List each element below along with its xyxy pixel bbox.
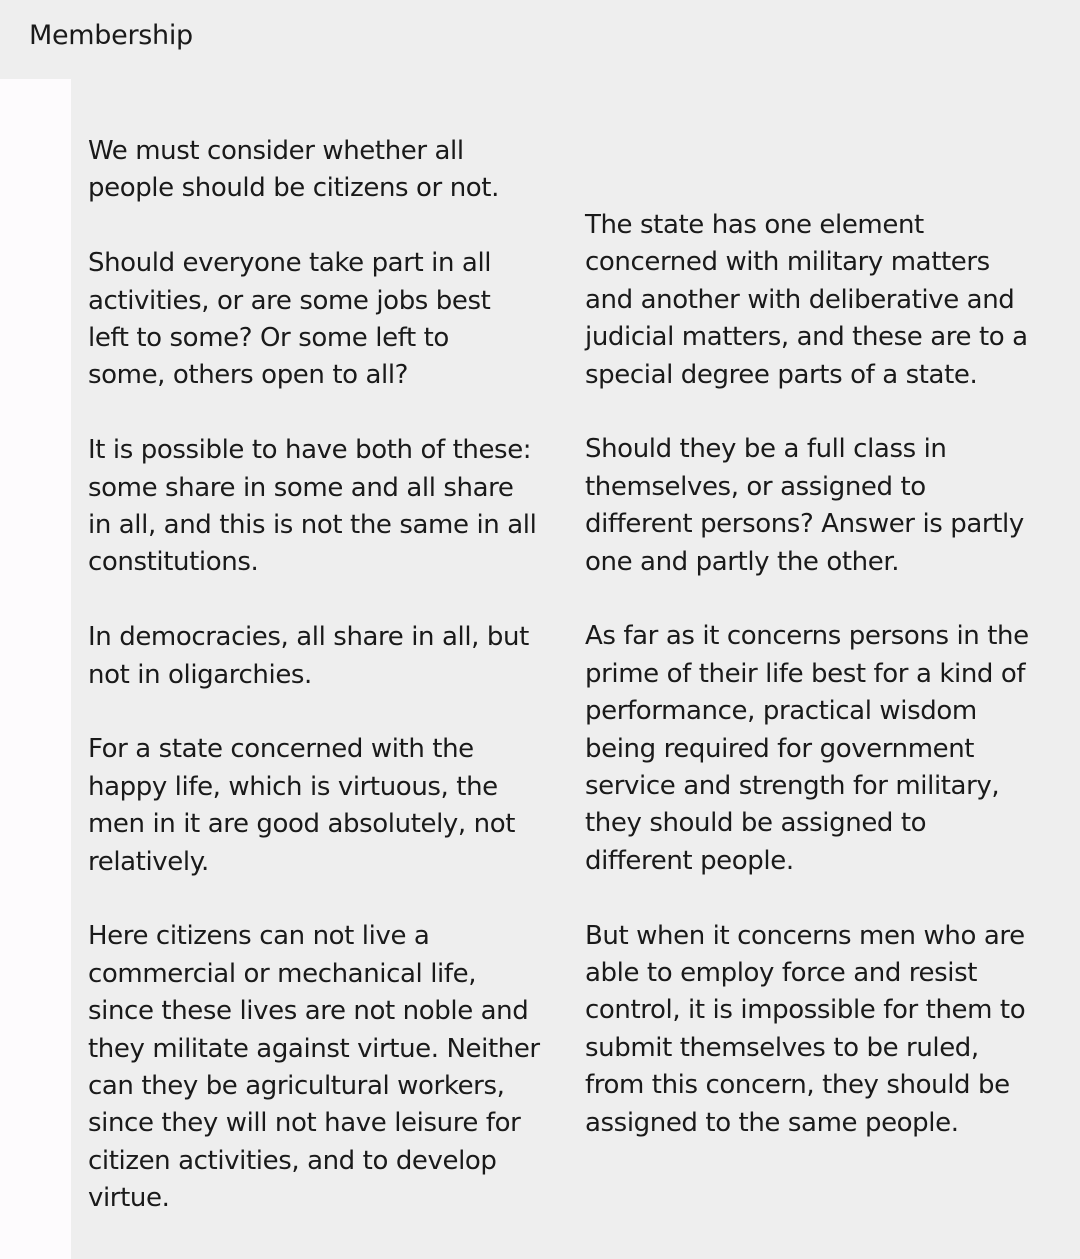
page-title: Membership bbox=[29, 20, 193, 51]
header-bar bbox=[0, 0, 1080, 79]
paragraph: The state has one element concerned with military matters and another with deliberative and judicial matters, and these are to a special degree parts of a state. bbox=[585, 210, 1028, 390]
paragraph: We must consider whether all people should be citizens or not. bbox=[88, 136, 499, 204]
content-panel bbox=[71, 79, 1080, 1259]
paragraph: In democracies, all share in all, but not in oligarchies. bbox=[88, 622, 529, 690]
paragraph: For a state concerned with the happy life, which is virtuous, the men in it are good absolutely, not relatively. bbox=[88, 734, 516, 877]
paragraph: Should everyone take part in all activities, or are some jobs best left to some? Or some left to some, others open to all? bbox=[88, 248, 492, 391]
paragraph: Here citizens can not live a commercial or mechanical life, since these lives are not noble and they militate against virtue. Neither can they be agricultural workers, since they will not have leisure for citizen activities, and to develop virtue. bbox=[88, 921, 540, 1214]
paragraph: Should they be a full class in themselves, or assigned to different persons? Answer is partly one and partly the other. bbox=[585, 434, 1024, 577]
right-column bbox=[585, 207, 1065, 1180]
left-margin-strip bbox=[0, 79, 71, 1259]
paragraph: It is possible to have both of these: some share in some and all share in all, and this is not the same in all constitutions. bbox=[88, 435, 537, 578]
left-column bbox=[88, 133, 558, 1255]
paragraph: But when it concerns men who are able to employ force and resist control, it is impossible for them to submit themselves to be ruled, from this concern, they should be assigned to the same people. bbox=[585, 920, 1026, 1138]
paragraph: As far as it concerns persons in the prime of their life best for a kind of performance, practical wisdom being required for government service and strength for military, they should be assigned to different people. bbox=[585, 621, 1029, 876]
